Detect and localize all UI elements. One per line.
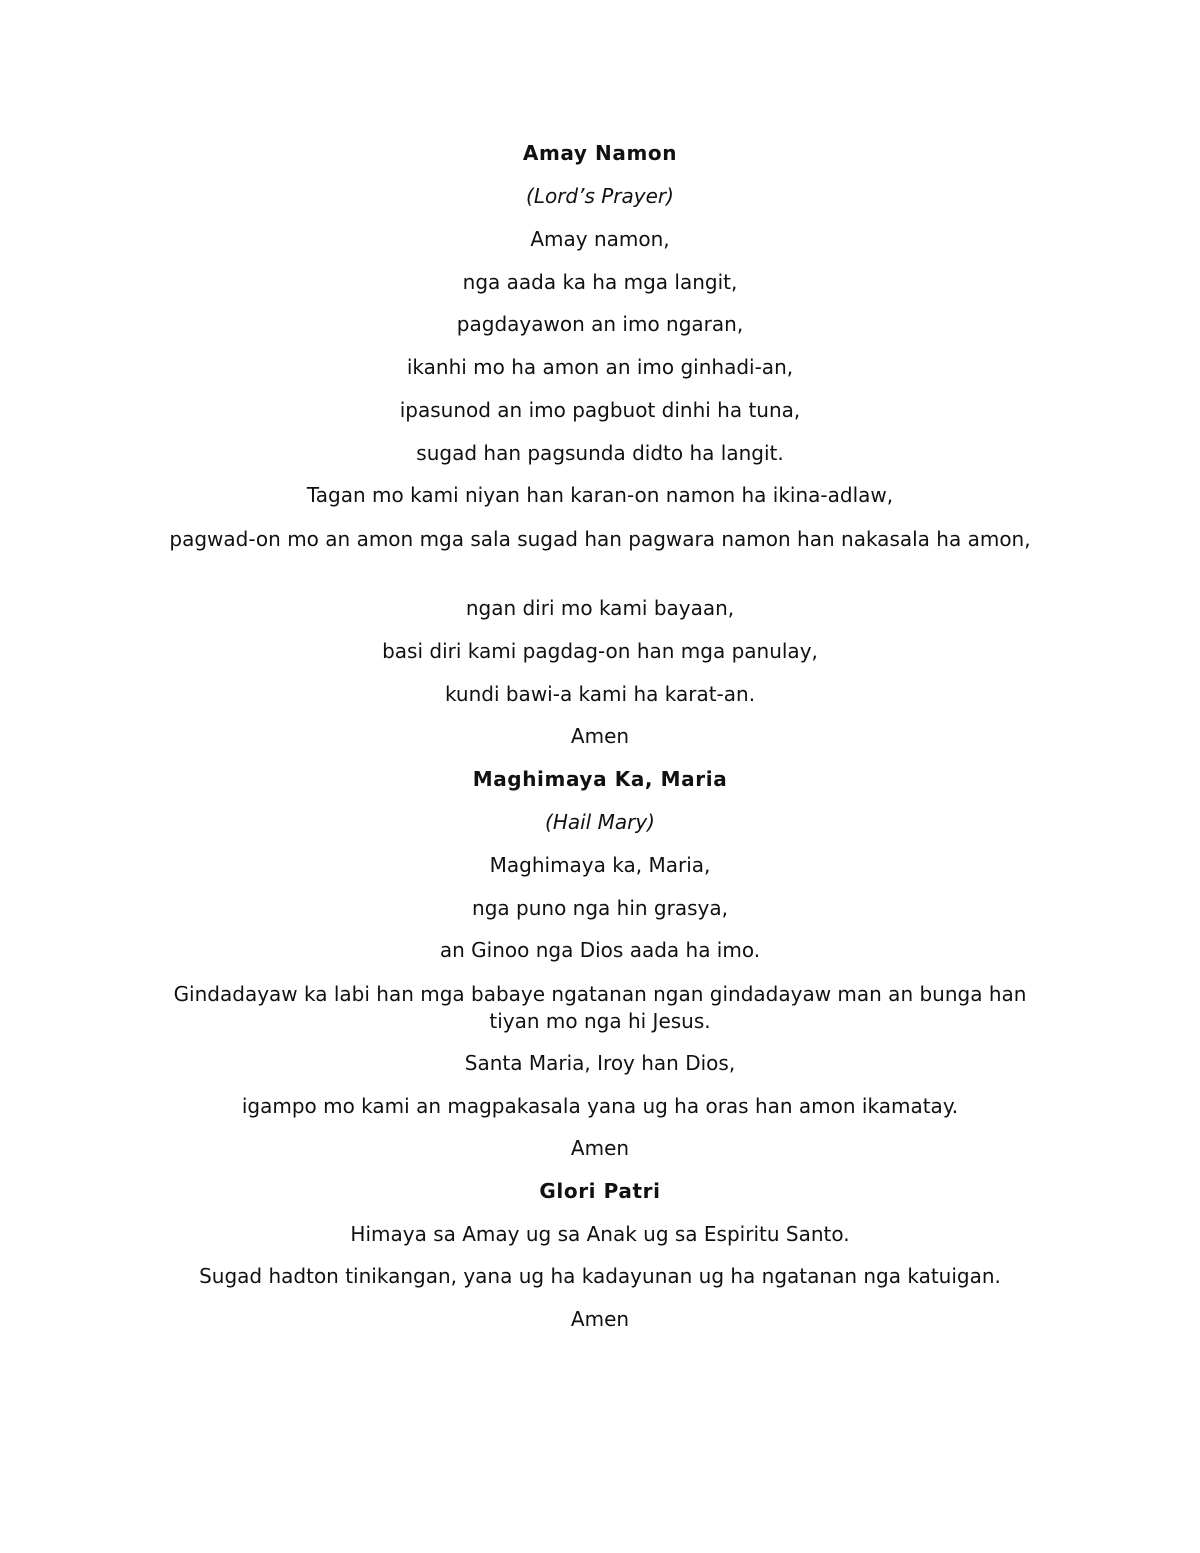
prayer-line: igampo mo kami an magpakasala yana ug ha oras han amon ikamatay. (241, 1094, 959, 1118)
lords-prayer-subtitle: (Lord’s Prayer) (526, 184, 674, 208)
hail-mary-title: Maghimaya Ka, Maria (472, 767, 728, 791)
prayer-line: pagwad-on mo an amon mga sala sugad han pagwara namon han nakasala ha amon, (169, 527, 1031, 551)
prayer-line: kundi bawi-a kami ha karat-an. (444, 682, 756, 706)
prayer-line: nga aada ka ha mga langit, (462, 270, 738, 294)
glori-patri-title: Glori Patri (539, 1179, 661, 1203)
prayer-line: Sugad hadton tinikangan, yana ug ha kadayunan ug ha ngatanan nga katuigan. (199, 1264, 1001, 1288)
prayer-line: Himaya sa Amay ug sa Anak ug sa Espiritu Santo. (350, 1222, 850, 1246)
prayer-line: ipasunod an imo pagbuot dinhi ha tuna, (399, 398, 801, 422)
prayer-line: Tagan mo kami niyan han karan-on namon ha ikina-adlaw, (306, 483, 894, 507)
prayer-line: Gindadayaw ka labi han mga babaye ngatanan ngan gindadayaw man an bunga han tiyan mo nga hi Jesus. (173, 982, 1027, 1033)
prayer-line: sugad han pagsunda didto ha langit. (416, 441, 784, 465)
prayer-line: Santa Maria, Iroy han Dios, (464, 1051, 736, 1075)
hail-mary-subtitle: (Hail Mary) (545, 810, 655, 834)
prayer-amen: Amen (570, 724, 630, 748)
prayer-line: Maghimaya ka, Maria, (489, 853, 711, 877)
prayer-line: an Ginoo nga Dios aada ha imo. (439, 938, 761, 962)
prayer-line: ikanhi mo ha amon an imo ginhadi-an, (406, 355, 794, 379)
prayer-line: pagdayawon an imo ngaran, (456, 312, 744, 336)
prayer-amen: Amen (570, 1136, 630, 1160)
prayer-line: Amay namon, (530, 227, 670, 251)
lords-prayer-title: Amay Namon (522, 141, 678, 165)
prayer-amen: Amen (570, 1307, 630, 1331)
prayer-line: ngan diri mo kami bayaan, (465, 596, 735, 620)
prayer-line: basi diri kami pagdag-on han mga panulay, (382, 639, 818, 663)
prayer-line: nga puno nga hin grasya, (472, 896, 728, 920)
